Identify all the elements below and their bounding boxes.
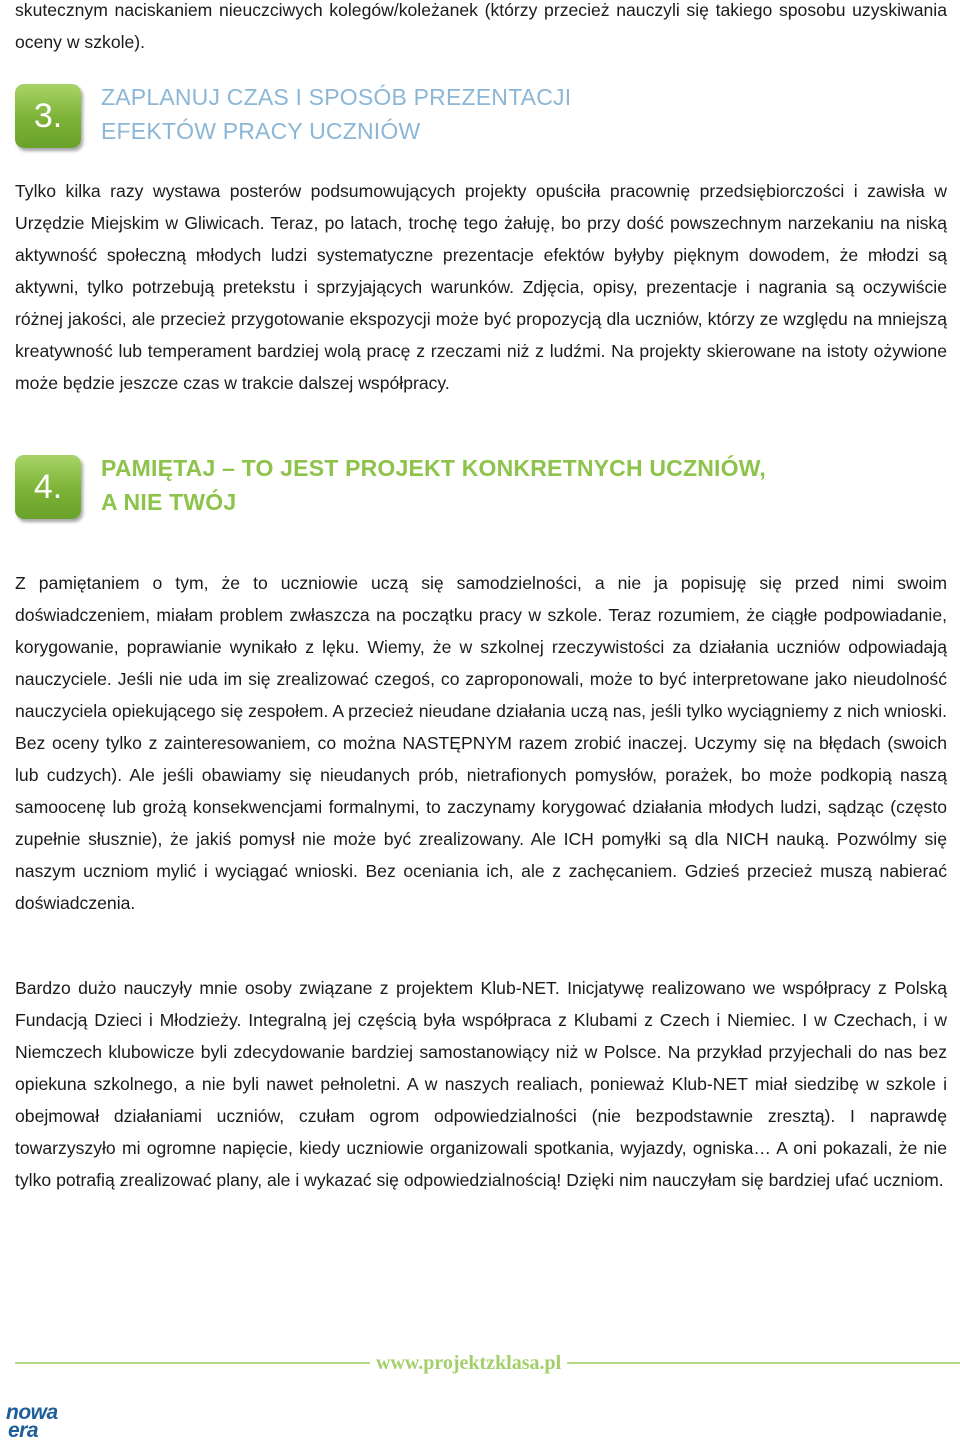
section-3-title-line-2: EFEKTÓW PRACY UCZNIÓW (101, 118, 421, 144)
section-3-heading (15, 84, 571, 148)
section-3-body: Tylko kilka razy wystawa posterów podsumowujących projekty opuściła pracownię przedsiębiorczości i zawisła w Urzędzie Miejskim w Gliwicach. Teraz, po latach, trochę tego żałuję, bo przy dość powszechnym narzekaniu na niską aktywność społeczną młodych ludzi systematyczne prezentacje efektów byłyby pięknym dowodem, że młodzi są aktywni, tylko potrzebują pretekstu i sprzyjających warunków. Zdjęcia, opisy, prezentacje i nagrania są oczywiście różnej jakości, ale przecież przygotowanie ekspozycji może być propozycją dla uczniów, którzy ze względu na mniejszą kreatywność lub temperament bardziej wolą pracę z rzeczami niż z ludźmi. Na projekty skierowane na istoty ożywione może będzie jeszcze czas w trakcie dalszej współpracy. (15, 181, 947, 393)
logo-line-1: nowa (6, 1401, 58, 1424)
section-4-body-continued: Bardzo dużo nauczyły mnie osoby związane z projektem Klub-NET. Inicjatywę realizowano we współpracy z Polską Fundacją Dzieci i Młodzieży. Integralną jej częścią była współpraca z Klubami z Czech i Niemiec. I w Czechach, i w Niemczech klubowicze byli zdecydowanie bardziej samostanowiący niż w Polsce. Na przykład przyjechali do nas bez opiekuna szkolnego, a nie byli nawet pełnoletni. A w naszych realiach, ponieważ Klub-NET miał siedzibę w szkole i obejmował działaniami uczniów, czułam ogrom odpowiedzialności (nie bezpodstawnie zresztą). I naprawdę towarzyszyło mi ogromne napięcie, kiedy uczniowie organizowali spotkania, wyjazdy, ogniska… A oni pokazali, że nie tylko potrafią zrealizować plany, ale i wykazać się odpowiedzialnością! Dzięki nim nauczyłam się bardziej ufać uczniom. (15, 978, 947, 1190)
intro-paragraph: skutecznym naciskaniem nieuczciwych kolegów/koleżanek (którzy przecież nauczyli się takiego sposobu uzyskiwania oceny w szkole). (15, 0, 947, 52)
section-3-title (101, 80, 571, 148)
section-4-heading (15, 455, 766, 519)
logo-line-2: era (8, 1419, 39, 1442)
section-4-title-line-1: PAMIĘTAJ – TO JEST PROJEKT KONKRETNYCH UCZNIÓW, (101, 455, 766, 481)
footer-website-link[interactable]: www.projektzklasa.pl (370, 1349, 567, 1377)
logo-wordmark (6, 1401, 66, 1442)
section-3-title-line-1: ZAPLANUJ CZAS I SPOSÓB PREZENTACJI (101, 84, 572, 110)
section-4-title-line-2: A NIE TWÓJ (101, 489, 237, 515)
section-4-title (101, 451, 766, 519)
section-4-body: Z pamiętaniem o tym, że to uczniowie uczą się samodzielności, a nie ja popisuję się przed nimi swoim doświadczeniem, miałam problem zwłaszcza na początku pracy w szkole. Teraz rozumiem, że ciągłe podpowiadanie, korygowanie, poprawianie wynikało z lęku. Wiemy, że w szkolnej rzeczywistości za działania uczniów odpowiadają nauczyciele. Jeśli nie uda im się zrealizować czegoś, co zaproponowali, może to być interpretowane jako nieudolność nauczyciela opiekującego się zespołem. A przecież nieudane działania uczą nas, jeśli tylko wyciągniemy z nich wnioski. Bez oceny tylko z zainteresowaniem, co można NASTĘPNYM razem zrobić inaczej. Uczymy się na błędach (swoich lub cudzych). Ale jeśli obawiamy się nieudanych prób, nietrafionych pomysłów, porażek, bo może podkopią naszą samoocenę lub grożą konsekwencjami formalnymi, to zaczynamy korygować działania młodych ludzi, sądząc (często zupełnie słusznie), że jakiś pomysł nie może być zrealizowany. Ale ICH pomyłki są dla NICH nauką. Pozwólmy się naszym uczniom mylić i wyciągać wnioski. Bez oceniania ich, ale z zachęcaniem. Gdzieś przecież muszą nabierać doświadczenia. (15, 573, 947, 913)
nowa-era-logo (6, 1401, 66, 1450)
section-4-number-badge: 4. (15, 455, 81, 519)
section-3-number-badge: 3. (15, 84, 81, 148)
